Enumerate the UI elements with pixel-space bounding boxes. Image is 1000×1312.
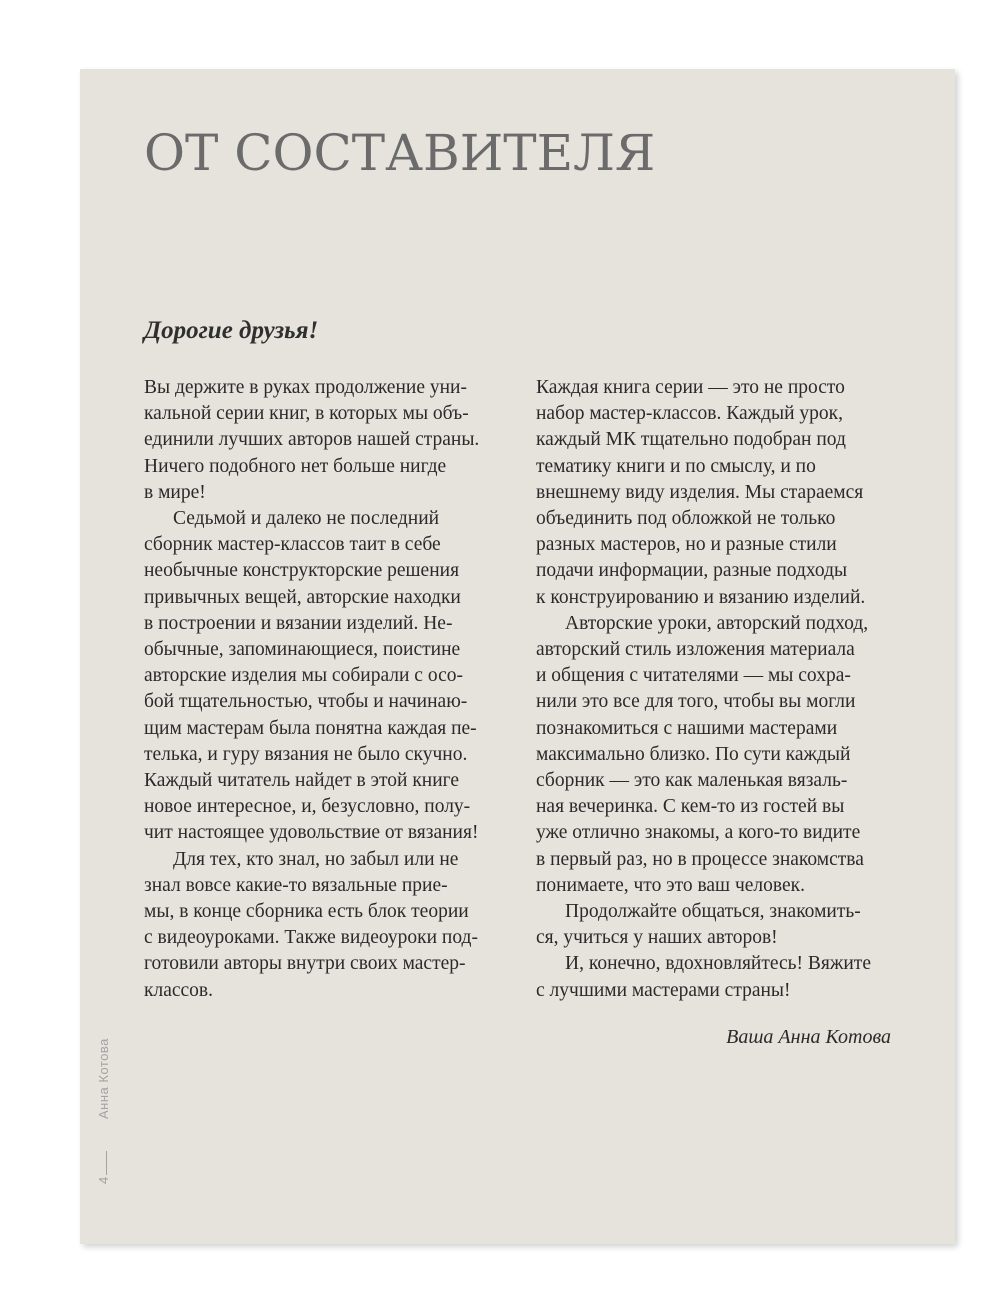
text-line: единили лучших авторов нашей страны. [144,429,480,451]
paragraph [144,847,504,1004]
left-text-column [144,375,504,1004]
text-line: и общения с читателями — мы сохра- [536,665,851,687]
text-line: с лучшими мастерами страны! [536,979,791,1001]
page-title: ОТ СОСТАВИТЕЛЯ [144,124,656,182]
text-line: объединить под обложкой не только [536,508,836,530]
text-line: бой тщательностью, чтобы и начинаю- [144,691,468,713]
text-line: подачи информации, разные подходы [536,560,848,582]
text-line: набор мастер-классов. Каждый урок, [536,403,844,425]
running-author: Анна Котова [96,1038,111,1119]
divider [106,1151,107,1175]
text-line: ся, учиться у наших авторов! [536,927,778,949]
text-line: уже отлично знакомы, а кого-то видите [536,822,861,844]
right-text-column [536,375,896,1004]
text-line: Седьмой и далеко не последний [173,508,440,530]
text-line: нили это все для того, чтобы вы могли [536,691,856,713]
text-line: Авторские уроки, авторский подход, [565,612,869,634]
paragraph [536,611,896,899]
paragraph [536,375,896,611]
text-line: классов. [144,979,214,1001]
text-line: Продолжайте общаться, знакомить- [565,901,861,923]
text-line: Для тех, кто знал, но забыл или не [173,848,459,870]
text-line: щим мастерам была понятна каждая пе- [144,717,477,739]
text-line: Каждая книга серии — это не просто [536,377,845,398]
text-line: в первый раз, но в процессе знакомства [536,848,864,870]
text-line: внешнему виду изделия. Мы стараемся [536,481,864,503]
text-line: понимаете, что это ваш человек. [536,874,805,896]
text-line: И, конечно, вдохновляйтесь! Вяжите [565,953,871,975]
signature: Ваша Анна Котова [726,1026,891,1048]
text-line: к конструированию и вязанию изделий. [536,586,866,608]
text-line: максимально близко. По сути каждый [536,743,851,765]
text-line: тематику книги и по смыслу, и по [536,455,816,477]
text-line: обычные, запоминающиеся, поистине [144,639,461,661]
text-line: каждый МК тщательно подобран под [536,429,846,451]
text-line: привычных вещей, авторские находки [144,586,461,608]
text-line: кальной серии книг, в которых мы объ- [144,403,469,425]
text-line: в мире! [144,481,206,503]
text-line: новое интересное, и, безусловно, полу- [144,796,471,818]
text-line: сборник — это как маленькая вязаль- [536,770,848,792]
text-line: чит настоящее удовольствие от вязания! [144,822,479,844]
text-line: ная вечеринка. С кем-то из гостей вы [536,796,845,818]
text-line: с видеоуроками. Также видеоуроки под- [144,927,478,949]
text-line: в построении и вязании изделий. Не- [144,612,453,634]
text-line: авторский стиль изложения материала [536,639,855,661]
text-line: необычные конструкторские решения [144,560,460,582]
text-line: сборник мастер-классов таит в себе [144,534,441,556]
paragraph [536,899,896,951]
paragraph [536,951,896,1003]
text-line: разных мастеров, но и разные стили [536,534,837,556]
paragraph [144,375,504,506]
text-line: Ничего подобного нет больше нигде [144,455,447,477]
text-line: познакомиться с нашими мастерами [536,717,838,739]
text-line: авторские изделия мы собирали с осо- [144,665,463,687]
page-number: 4 [96,1176,111,1184]
greeting: Дорогие друзья! [144,317,319,344]
book-page [80,69,955,1244]
text-line: Каждый читатель найдет в этой книге [144,770,460,792]
text-line: знал вовсе какие-то вязальные прие- [144,874,448,896]
text-line: телька, и гуру вязания не было скучно. [144,743,468,765]
paragraph [144,506,504,847]
text-line: готовили авторы внутри своих мастер- [144,953,466,975]
text-line: Вы держите в руках продолжение уни- [144,377,467,398]
text-line: мы, в конце сборника есть блок теории [144,901,469,923]
